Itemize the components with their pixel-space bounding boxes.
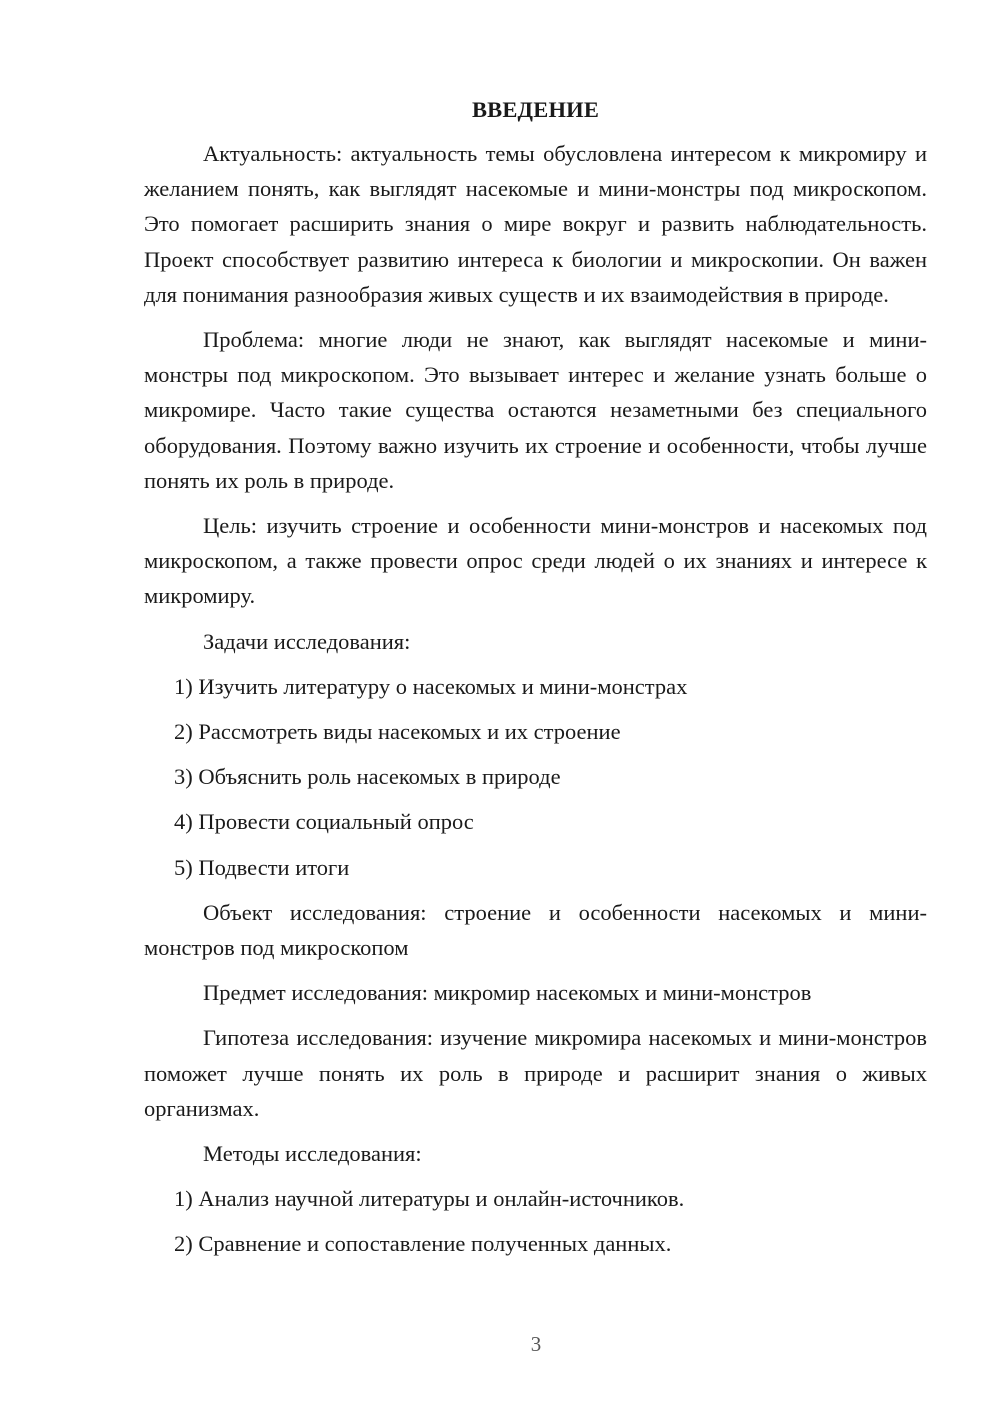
document-page: [144, 94, 927, 1272]
object-paragraph: Объект исследования: строение и особенности насекомых и мини-монстров под микроскопом: [144, 899, 927, 961]
hypothesis-paragraph: Гипотеза исследования: изучение микромира насекомых и мини-монстров поможет лучше понять их роль в природе и расширит знания о живых организмах.: [144, 1025, 927, 1121]
tasks-heading: Задачи исследования:: [203, 628, 411, 654]
list-item: 4) Провести социальный опрос: [174, 809, 474, 835]
tasks-list: [144, 669, 927, 885]
methods-list: [144, 1181, 927, 1261]
goal-paragraph: Цель: изучить строение и особенности мини-монстров и насекомых под микроскопом, а также провести опрос среди людей о их знаниях и интересе к микромиру.: [144, 513, 927, 609]
page-number: 3: [530, 1332, 542, 1356]
methods-heading: Методы исследования:: [203, 1141, 422, 1167]
relevance-paragraph: Актуальность: актуальность темы обусловлена интересом к микромиру и желанием понять, как выглядят насекомые и мини-монстры под микроскопом. Это помогает расширить знания о мире вокруг и развить наблюдательность. Проект способствует развитию интереса к биологии и микроскопии. Он важен для понимания разнообразия живых существ и их взаимодействия в природе.: [144, 141, 927, 307]
list-item: 3) Объяснить роль насекомых в природе: [174, 764, 561, 790]
subject-paragraph: Предмет исследования: микромир насекомых и мини-монстров: [203, 980, 812, 1006]
list-item: 5) Подвести итоги: [174, 854, 350, 880]
list-item: 2) Сравнение и сопоставление полученных данных.: [174, 1231, 672, 1257]
problem-paragraph: Проблема: многие люди не знают, как выглядят насекомые и мини-монстры под микроскопом. Это вызывает интерес и желание узнать больше о микромире. Часто такие существа остаются незаметными без специального оборудования. Поэтому важно изучить их строение и особенности, чтобы лучше понять их роль в природе.: [144, 327, 927, 493]
list-item: 1) Изучить литературу о насекомых и мини-монстрах: [174, 673, 688, 699]
list-item: 1) Анализ научной литературы и онлайн-источников.: [174, 1186, 685, 1212]
list-item: 2) Рассмотреть виды насекомых и их строение: [174, 719, 621, 745]
section-heading: ВВЕДЕНИЕ: [471, 97, 600, 122]
